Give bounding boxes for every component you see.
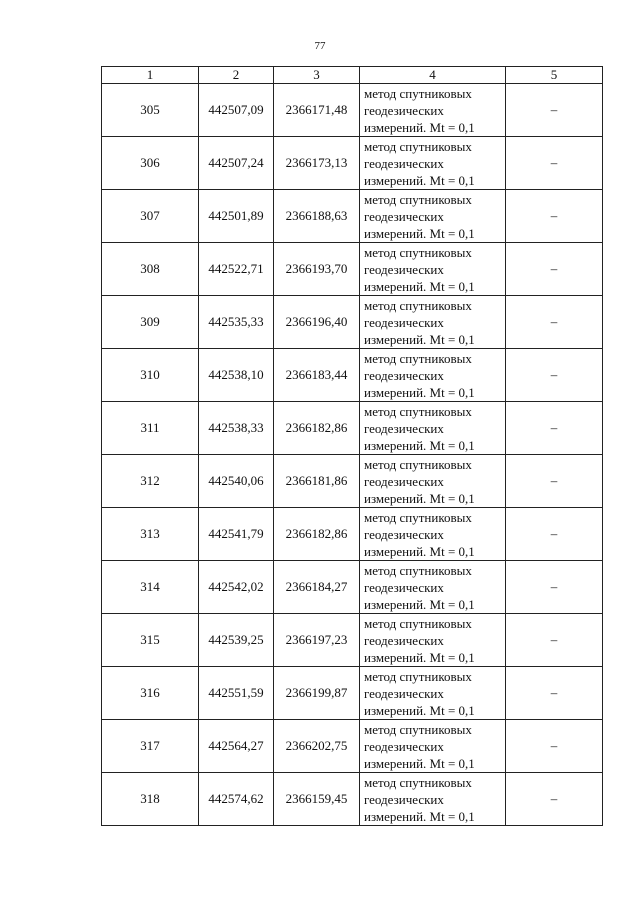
method-line: измерений. Mt = 0,1 — [364, 702, 475, 718]
note-cell: – — [506, 190, 603, 243]
x-coordinate-cell: 442507,24 — [199, 137, 274, 190]
method-line: измерений. Mt = 0,1 — [364, 225, 475, 241]
point-number-cell: 318 — [102, 773, 199, 826]
method-line: измерений. Mt = 0,1 — [364, 437, 475, 453]
method-line: измерений. Mt = 0,1 — [364, 755, 475, 771]
method-line: измерений. Mt = 0,1 — [364, 172, 475, 188]
y-coordinate-cell: 2366183,44 — [274, 349, 360, 402]
x-coordinate-cell: 442540,06 — [199, 455, 274, 508]
method-cell — [360, 614, 506, 667]
table-row — [102, 614, 603, 667]
point-number-cell: 306 — [102, 137, 199, 190]
note-cell: – — [506, 402, 603, 455]
table-row — [102, 190, 603, 243]
x-coordinate-cell: 442538,33 — [199, 402, 274, 455]
method-line: метод спутниковых — [364, 668, 472, 684]
method-cell — [360, 720, 506, 773]
note-cell: – — [506, 84, 603, 137]
y-coordinate-cell: 2366188,63 — [274, 190, 360, 243]
method-line: геодезических — [364, 261, 444, 277]
note-cell: – — [506, 614, 603, 667]
method-line: геодезических — [364, 685, 444, 701]
method-cell — [360, 402, 506, 455]
method-cell — [360, 667, 506, 720]
table-row — [102, 402, 603, 455]
table-row — [102, 508, 603, 561]
method-line: геодезических — [364, 367, 444, 383]
method-line: геодезических — [364, 632, 444, 648]
method-line: метод спутниковых — [364, 138, 472, 154]
method-cell — [360, 508, 506, 561]
x-coordinate-cell: 442542,02 — [199, 561, 274, 614]
y-coordinate-cell: 2366184,27 — [274, 561, 360, 614]
column-header-3: 3 — [274, 67, 360, 84]
method-line: измерений. Mt = 0,1 — [364, 649, 475, 665]
x-coordinate-cell: 442539,25 — [199, 614, 274, 667]
method-line: измерений. Mt = 0,1 — [364, 278, 475, 294]
y-coordinate-cell: 2366182,86 — [274, 402, 360, 455]
table-row — [102, 720, 603, 773]
x-coordinate-cell: 442501,89 — [199, 190, 274, 243]
note-cell: – — [506, 561, 603, 614]
table-row — [102, 137, 603, 190]
column-header-4: 4 — [360, 67, 506, 84]
method-line: геодезических — [364, 738, 444, 754]
method-line: метод спутниковых — [364, 244, 472, 260]
y-coordinate-cell: 2366181,86 — [274, 455, 360, 508]
y-coordinate-cell: 2366197,23 — [274, 614, 360, 667]
y-coordinate-cell: 2366196,40 — [274, 296, 360, 349]
y-coordinate-cell: 2366159,45 — [274, 773, 360, 826]
y-coordinate-cell: 2366173,13 — [274, 137, 360, 190]
note-cell: – — [506, 455, 603, 508]
note-cell: – — [506, 349, 603, 402]
table-row — [102, 773, 603, 826]
point-number-cell: 311 — [102, 402, 199, 455]
point-number-cell: 313 — [102, 508, 199, 561]
method-cell — [360, 190, 506, 243]
method-line: метод спутниковых — [364, 297, 472, 313]
method-line: измерений. Mt = 0,1 — [364, 331, 475, 347]
method-line: геодезических — [364, 420, 444, 436]
point-number-cell: 305 — [102, 84, 199, 137]
method-cell — [360, 84, 506, 137]
table-row — [102, 561, 603, 614]
method-line: метод спутниковых — [364, 403, 472, 419]
method-line: геодезических — [364, 314, 444, 330]
method-line: метод спутниковых — [364, 562, 472, 578]
method-line: измерений. Mt = 0,1 — [364, 384, 475, 400]
method-line: метод спутниковых — [364, 85, 472, 101]
method-line: метод спутниковых — [364, 721, 472, 737]
method-line: метод спутниковых — [364, 191, 472, 207]
y-coordinate-cell: 2366199,87 — [274, 667, 360, 720]
method-line: измерений. Mt = 0,1 — [364, 490, 475, 506]
method-line: измерений. Mt = 0,1 — [364, 543, 475, 559]
method-cell — [360, 137, 506, 190]
point-number-cell: 315 — [102, 614, 199, 667]
table-row — [102, 296, 603, 349]
x-coordinate-cell: 442507,09 — [199, 84, 274, 137]
column-header-1: 1 — [102, 67, 199, 84]
method-line: метод спутниковых — [364, 350, 472, 366]
table-row — [102, 455, 603, 508]
method-cell — [360, 773, 506, 826]
method-cell — [360, 561, 506, 614]
point-number-cell: 307 — [102, 190, 199, 243]
method-cell — [360, 455, 506, 508]
table-header-row — [102, 67, 603, 84]
point-number-cell: 308 — [102, 243, 199, 296]
method-line: геодезических — [364, 579, 444, 595]
method-line: измерений. Mt = 0,1 — [364, 808, 475, 824]
point-number-cell: 309 — [102, 296, 199, 349]
method-line: геодезических — [364, 102, 444, 118]
y-coordinate-cell: 2366193,70 — [274, 243, 360, 296]
note-cell: – — [506, 243, 603, 296]
y-coordinate-cell: 2366171,48 — [274, 84, 360, 137]
method-cell — [360, 296, 506, 349]
method-line: геодезических — [364, 473, 444, 489]
method-line: геодезических — [364, 155, 444, 171]
point-number-cell: 317 — [102, 720, 199, 773]
column-header-5: 5 — [506, 67, 603, 84]
note-cell: – — [506, 773, 603, 826]
table-row — [102, 349, 603, 402]
point-number-cell: 310 — [102, 349, 199, 402]
method-cell — [360, 243, 506, 296]
x-coordinate-cell: 442522,71 — [199, 243, 274, 296]
x-coordinate-cell: 442541,79 — [199, 508, 274, 561]
note-cell: – — [506, 508, 603, 561]
note-cell: – — [506, 296, 603, 349]
method-line: метод спутниковых — [364, 456, 472, 472]
table-row — [102, 243, 603, 296]
method-line: измерений. Mt = 0,1 — [364, 596, 475, 612]
coordinates-table — [101, 66, 603, 826]
method-line: измерений. Mt = 0,1 — [364, 119, 475, 135]
note-cell: – — [506, 667, 603, 720]
page-number: 77 — [314, 40, 326, 52]
table-row — [102, 84, 603, 137]
x-coordinate-cell: 442564,27 — [199, 720, 274, 773]
note-cell: – — [506, 137, 603, 190]
note-cell: – — [506, 720, 603, 773]
column-header-2: 2 — [199, 67, 274, 84]
point-number-cell: 312 — [102, 455, 199, 508]
x-coordinate-cell: 442574,62 — [199, 773, 274, 826]
method-line: метод спутниковых — [364, 774, 472, 790]
point-number-cell: 314 — [102, 561, 199, 614]
y-coordinate-cell: 2366202,75 — [274, 720, 360, 773]
y-coordinate-cell: 2366182,86 — [274, 508, 360, 561]
method-line: геодезических — [364, 791, 444, 807]
method-cell — [360, 349, 506, 402]
method-line: метод спутниковых — [364, 509, 472, 525]
method-line: метод спутниковых — [364, 615, 472, 631]
method-line: геодезических — [364, 526, 444, 542]
x-coordinate-cell: 442551,59 — [199, 667, 274, 720]
x-coordinate-cell: 442538,10 — [199, 349, 274, 402]
table-row — [102, 667, 603, 720]
x-coordinate-cell: 442535,33 — [199, 296, 274, 349]
method-line: геодезических — [364, 208, 444, 224]
point-number-cell: 316 — [102, 667, 199, 720]
